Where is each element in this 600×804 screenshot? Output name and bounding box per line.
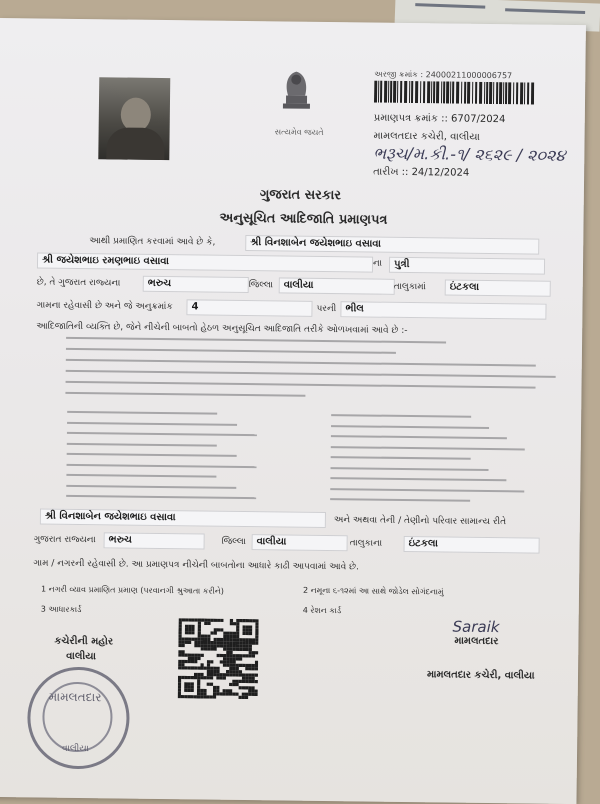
signature-scrawl: Saraik — [452, 617, 500, 637]
certificate-sheet — [0, 18, 586, 804]
relation: પુત્રી — [389, 257, 545, 275]
village-prefix: ગામના રહેવાસી છે અને જે અનુક્રમાંક — [36, 300, 173, 313]
serial-number: 4 — [186, 299, 312, 317]
taluka-label: તાલુકામાં — [393, 281, 426, 293]
na-text: ના — [372, 258, 383, 269]
village: ઇંટકલા — [445, 279, 551, 296]
document-item: 2 નમૂના ૬-૧૨માં આ સાથે જોડેલ સોગંદનામું — [302, 585, 444, 597]
family-text: અને અથવા તેની / તેણીનો પરિવાર સામાન્ય રીતે — [333, 515, 507, 528]
office-stamp — [27, 666, 130, 769]
barcode — [374, 81, 534, 105]
basis-text: ગામ / નગરની રહેવાસી છે. આ પ્રમાણપત્ર નીચેની બાબતોના આધારે કાઢી આપવામાં આવે છે. — [33, 558, 359, 573]
certificate-title: અનુસૂચિત આદિજાતિ પ્રમાણપત્ર — [219, 210, 388, 228]
signatory-title: મામલતદાર — [454, 635, 499, 648]
district: ભરુચ — [143, 276, 249, 293]
office-seal-place: વાલીયા — [66, 650, 97, 663]
document-item: 1 નગરી વ્યાવ પ્રમાણિત પ્રમાણ (પરવાનગી શ્રુઆતા કરીને) — [40, 584, 225, 596]
stamp-text: મામલતદાર — [48, 689, 102, 705]
document-item: 3 આધારકાર્ડ — [40, 604, 82, 615]
issue-date: તારીખ :: 24/12/2024 — [373, 166, 470, 179]
state-text-2: ગુજરાત રાજ્યના — [33, 534, 96, 546]
taluka: વાલીયા — [279, 277, 395, 294]
applicant-name-2: શ્રી વિનશાબેન જયેશભાઇ વસાવા — [40, 509, 326, 528]
district-label-2: જિલ્લા — [221, 536, 246, 548]
taluka-2: વાલીયા — [252, 534, 348, 551]
district-label: જિલ્લા — [248, 280, 274, 291]
stamp-place: વાલીયા — [62, 743, 89, 755]
document-item: 4 રેશન કાર્ડ — [302, 605, 342, 616]
tribe: ભીલ — [340, 301, 546, 320]
qr-code — [178, 618, 259, 699]
recognised-text: આદિજાતિની વ્યક્તિ છે, જેને નીચેની બાબતો હેઠળ અનુસૂચિત આદિજાતિ તરીકે ઓળખવામાં આવે છે :- — [36, 321, 408, 337]
government-title: ગુજરાત સરકાર — [259, 187, 342, 204]
issuing-office: મામલતદાર કચેરી, વાલીયા — [373, 130, 480, 143]
applicant-name: શ્રી વિનશાબેન જયેશભાઇ વસાવા — [245, 235, 539, 255]
signatory-office: મામલતદાર કચેરી, વાલીયા — [426, 669, 535, 682]
taluka-label-2: તાલુકાના — [349, 538, 383, 549]
tribe-label: પરની — [316, 303, 337, 315]
applicant-photo — [98, 77, 170, 160]
barcode-label: અરજી ક્રમાંક : 24000211000006757 — [374, 69, 513, 81]
certificate-number: પ્રમાણપત્ર ક્રમાંક :: 6707/2024 — [373, 112, 506, 126]
handwritten-reference: ભરૂચ/મ.કી.-૧/ ૨૬૨૯ / ૨૦૨૪ — [373, 143, 566, 165]
national-emblem-icon — [274, 65, 320, 124]
parent-name: શ્રી જયેશભાઇ રમણભાઇ વસાવા — [37, 252, 373, 272]
office-seal-heading: કચેરીની મહોર — [54, 635, 114, 648]
district-2: ભરુચ — [104, 532, 205, 549]
state-text: છે, તે ગુજરાત રાજ્યના — [36, 277, 121, 289]
intro-text: આથી પ્રમાણિત કરવામાં આવે છે કે, — [89, 236, 216, 248]
village-2: ઇંટકલા — [404, 536, 540, 554]
emblem-caption: સત્યમેવ જયતે — [274, 127, 324, 137]
